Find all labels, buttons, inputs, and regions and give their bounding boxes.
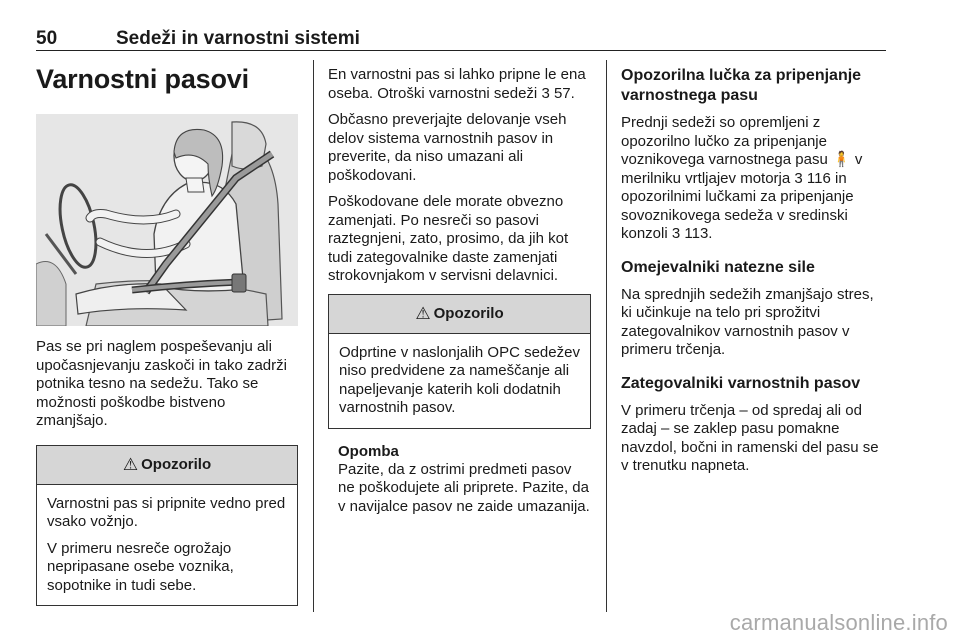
- section-title: Varnostni pasovi: [36, 64, 249, 94]
- warning-box-1-body: [37, 485, 297, 606]
- warning-box-1: [36, 445, 298, 607]
- page-reference-116[interactable]: 3 116 in: [794, 169, 847, 187]
- seatbelt-illustration: [36, 114, 298, 326]
- seatbelt-reminder-icon: 🧍: [831, 151, 851, 168]
- warning-box-2-title: Opozorilo: [433, 305, 504, 322]
- col2-paragraph-1: [328, 66, 591, 103]
- warning-light-text-c: opozorilnimi lučkami za pripenjanje sovoznikovega sedeža v sredinski konzoli: [621, 188, 854, 242]
- warning-light-paragraph: [621, 114, 886, 244]
- subsection-title-pretensioners: Zategovalniki varnostnih pasov: [621, 374, 861, 392]
- watermark-text: carmanualsonline.info: [729, 610, 948, 635]
- intro-paragraph: Pas se pri naglem pospeševanju ali upočasnjevanju zaskoči in tako zadrži potnika tesno na sedežu. Tako se možnosti poškodbe bistveno zmanjšajo.: [36, 338, 287, 429]
- warning-light-text-b: v merilniku vrtljajev motorja: [621, 151, 863, 187]
- warning-box-2-header: [329, 295, 590, 334]
- column-divider-right: [606, 60, 607, 612]
- col2-paragraph-2: Občasno preverjajte delovanje vseh delov sistema varnostnih pasov in preverite, da niso umazani ali poškodovani.: [328, 111, 567, 184]
- warning-box-2: [328, 294, 591, 429]
- pretensioners-paragraph: V primeru trčenja – od spredaj ali od zadaj – se zaklep pasu pomakne navzdol, bočni in ramenski del pasu se v trenutku napneta.: [621, 401, 879, 474]
- page-reference-57[interactable]: 3 57.: [541, 84, 575, 102]
- page-number: 50: [36, 28, 58, 49]
- seatbelt-illustration-drawing: [36, 114, 298, 326]
- col2-paragraph-3: Poškodovane dele morate obvezno zamenjati. Po nesreči so pasovi raztegnjeni, zato, prosimo, da jih kot tudi zategovalnike daste zamenjati strokovnjakom v servisni delavnici.: [328, 193, 569, 284]
- page-header: [36, 26, 886, 51]
- note-label: Opomba: [338, 442, 399, 460]
- column-1: [36, 60, 298, 606]
- column-2: [328, 60, 591, 524]
- warning-box-1-header: [37, 446, 297, 485]
- column-divider-left: [313, 60, 314, 612]
- warning-box-1-paragraph-1: Varnostni pas si pripnite vedno pred vsako vožnjo.: [47, 494, 286, 530]
- col2-paragraph-1-text: En varnostni pas si lahko pripne le ena oseba. Otroški varnostni sedeži: [328, 66, 586, 102]
- warning-box-1-paragraph-2: V primeru nesreče ogrožajo nepripasane osebe voznika, sopotnike in tudi sebe.: [47, 539, 234, 594]
- warning-triangle-icon: ⚠: [415, 303, 431, 323]
- warning-box-1-title: Opozorilo: [141, 456, 212, 473]
- warning-triangle-icon: ⚠: [122, 454, 139, 474]
- chapter-title: Sedeži in varnostni sistemi: [116, 28, 360, 49]
- load-limiters-paragraph: Na sprednjih sedežih zmanjšajo stres, ki učinkuje na telo pri sprožitvi zategovalnikov varnostnih pasov v primeru trčenja.: [621, 285, 874, 358]
- warning-box-2-text: Odprtine v naslonjalih OPC sedežev niso predvidene za nameščanje ali napeljevanje katerih koli dodatnih varnostnih pasov.: [339, 343, 580, 416]
- warning-light-text-a: Prednji sedeži so opremljeni z opozorilno lučko za pripenjanje voznikovega varnostnega pasu: [621, 114, 828, 168]
- column-3: [621, 60, 886, 484]
- page-reference-113[interactable]: 3 113.: [671, 225, 713, 242]
- note-text: Pazite, da z ostrimi predmeti pasov ne poškodujete ali priprete. Pazite, da v navijalce pasov ne zaide umazanija.: [338, 460, 590, 515]
- warning-box-2-body: [329, 334, 590, 428]
- subsection-title-load-limiters: Omejevalniki natezne sile: [621, 258, 815, 276]
- subsection-title-warning-light: Opozorilna lučka za pripenjanje varnostnega pasu: [621, 67, 862, 104]
